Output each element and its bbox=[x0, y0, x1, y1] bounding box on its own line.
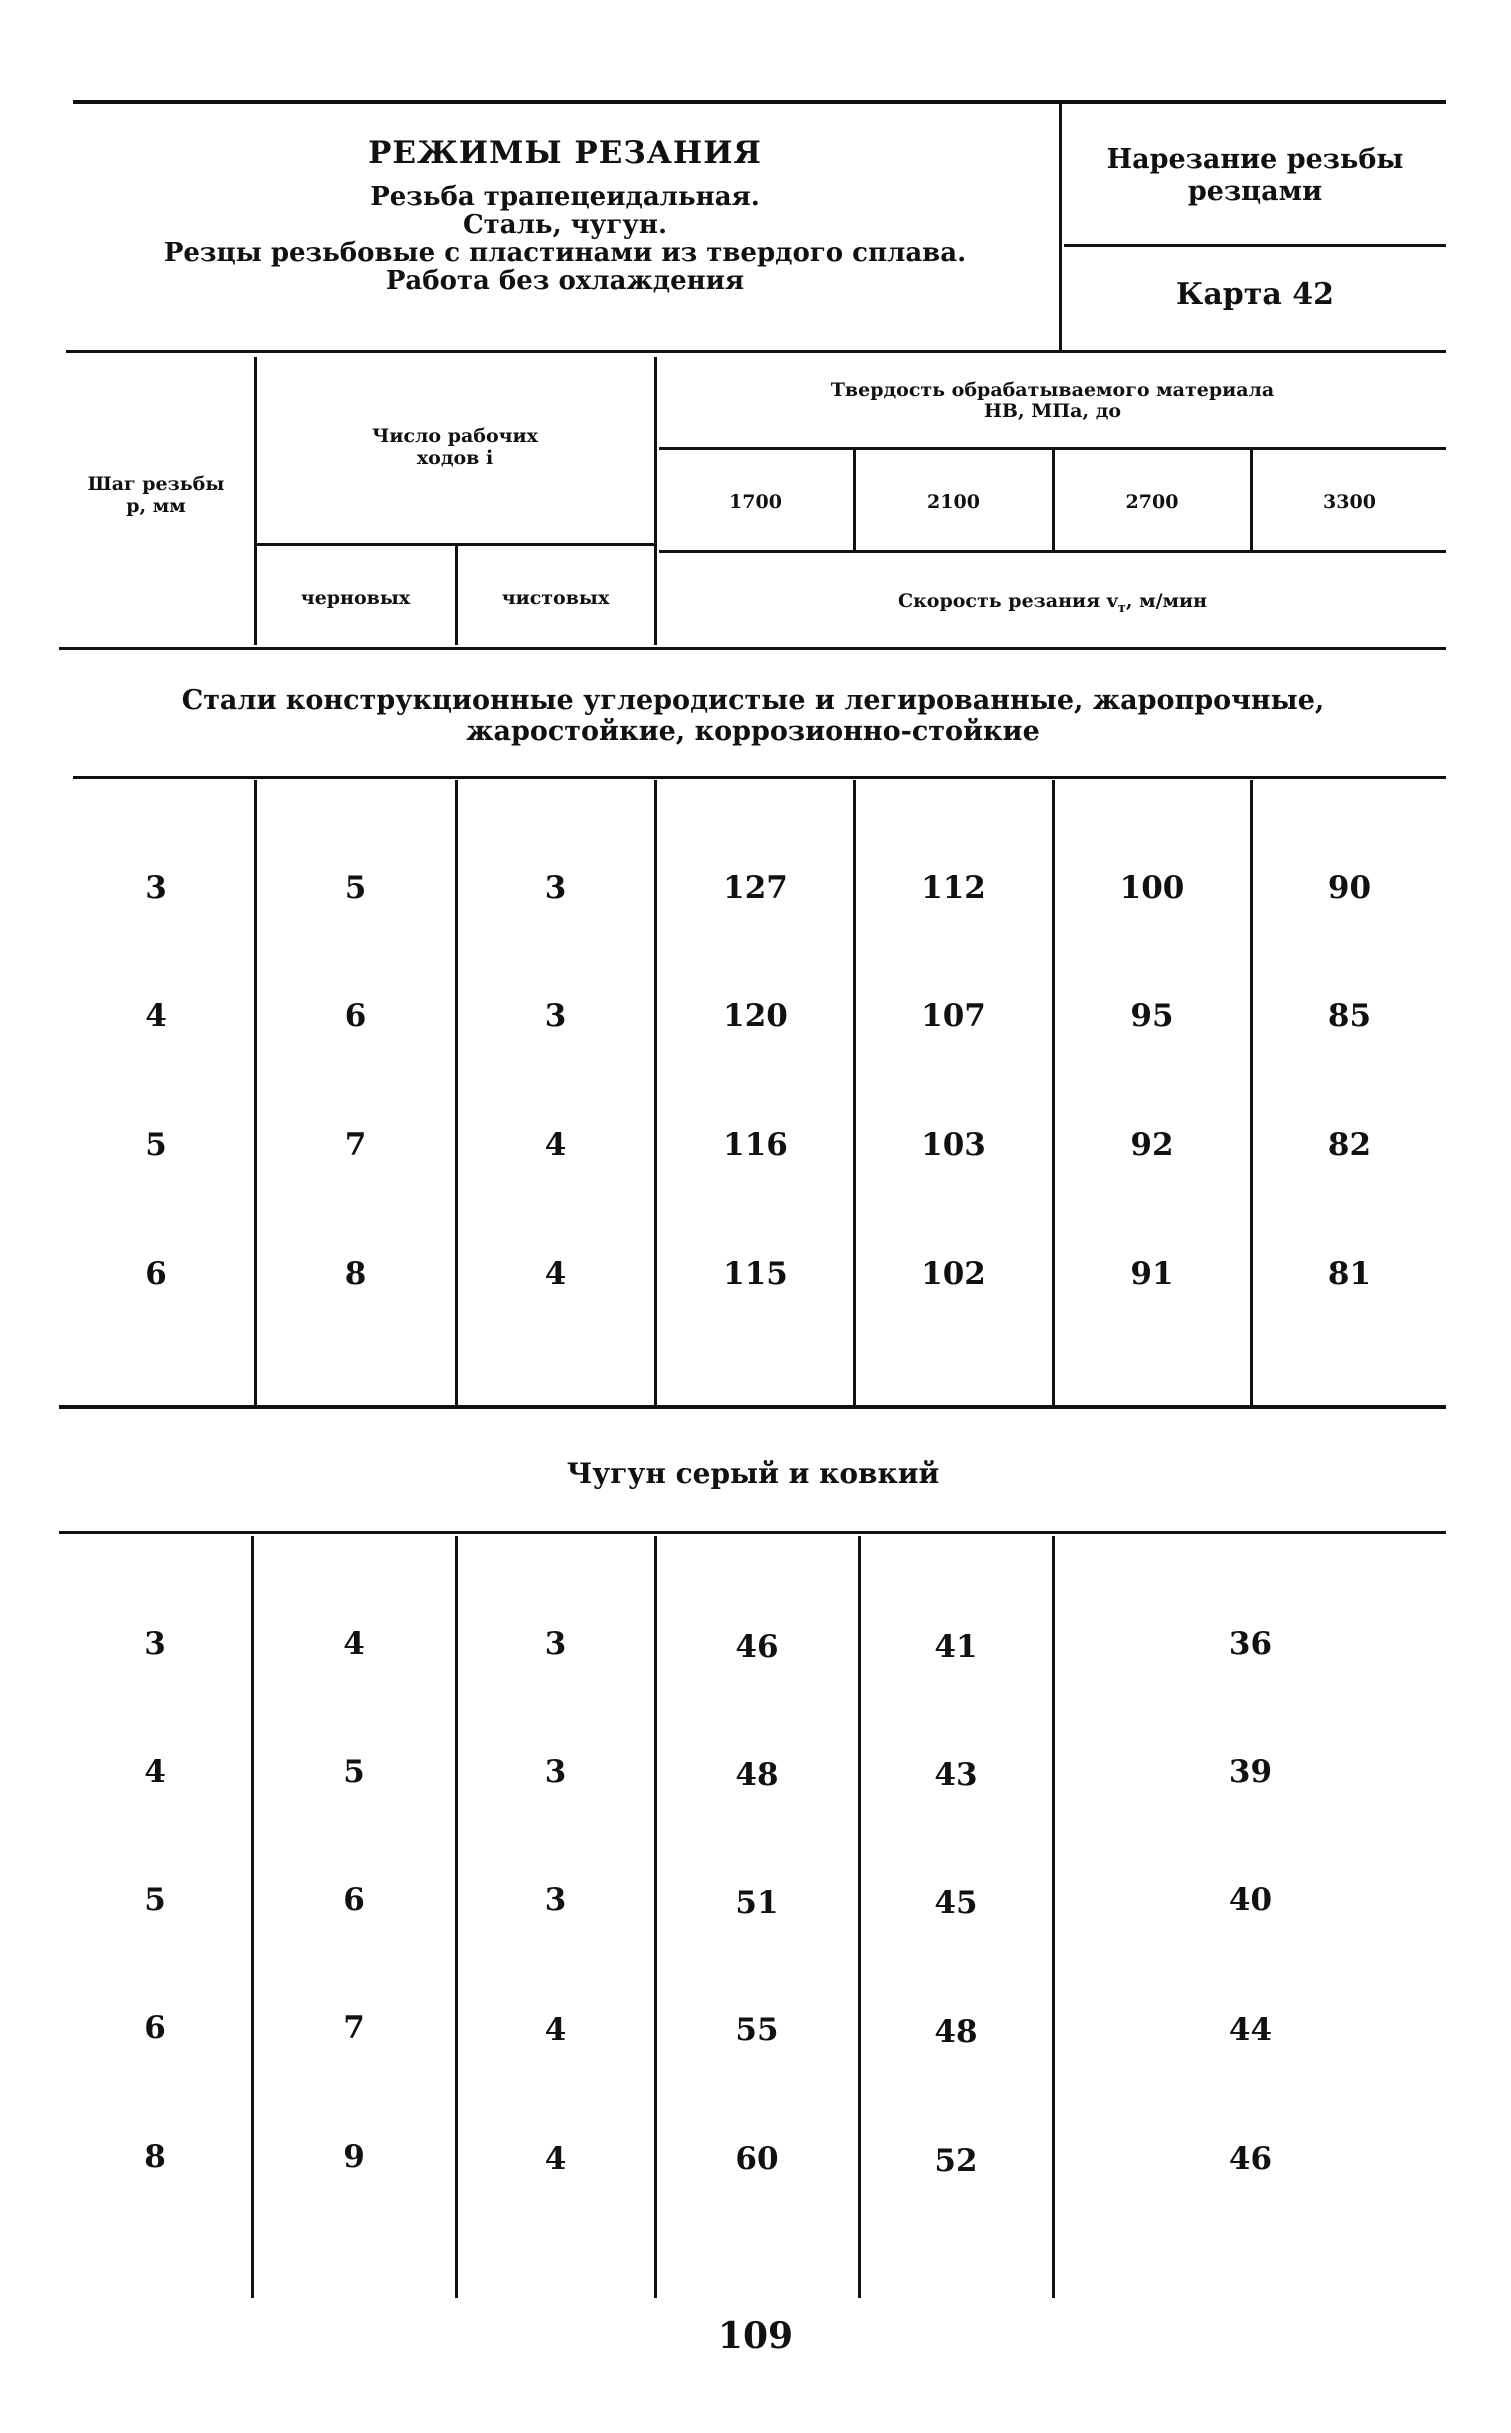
table-cell: 92 bbox=[1130, 1127, 1174, 1163]
s1-vline-3 bbox=[654, 780, 657, 1405]
section2-top-rule bbox=[59, 1531, 1446, 1534]
table-cell: 46 bbox=[735, 1629, 779, 1665]
operation-line-1: Нарезание резьбы bbox=[1106, 144, 1404, 175]
table-cell: 82 bbox=[1327, 1127, 1372, 1163]
table-cell: 4 bbox=[544, 2012, 567, 2048]
table-cell: 116 bbox=[723, 1127, 788, 1163]
table-cell: 4 bbox=[544, 2141, 567, 2177]
hardness-2100: 2100 bbox=[927, 491, 980, 513]
speed-unit: , м/мин bbox=[1125, 590, 1208, 612]
card-rule bbox=[1064, 244, 1446, 247]
columns-bottom-rule bbox=[59, 647, 1446, 650]
table-cell: 3 bbox=[544, 1754, 567, 1790]
hardness-header-2: HB, МПа, до bbox=[983, 400, 1122, 422]
hardness-2700: 2700 bbox=[1125, 491, 1179, 513]
top-rule bbox=[73, 100, 1446, 104]
table-cell: 102 bbox=[921, 1256, 986, 1292]
table-cell: 5 bbox=[145, 1127, 167, 1163]
table-cell: 3 bbox=[145, 870, 167, 906]
table-cell: 7 bbox=[343, 2010, 365, 2046]
table-cell: 7 bbox=[344, 1127, 367, 1163]
header-divider bbox=[1059, 102, 1062, 352]
table-cell: 120 bbox=[723, 998, 788, 1034]
title-line-4: Работа без охлаждения bbox=[385, 266, 745, 296]
table-cell: 6 bbox=[145, 1256, 167, 1292]
title-line-3: Резцы резьбовые с пластинами из твердого сплава. bbox=[163, 238, 967, 268]
table-cell: 45 bbox=[934, 1885, 978, 1921]
table-cell: 40 bbox=[1228, 1882, 1273, 1918]
section2-title: Чугун серый и ковкий bbox=[566, 1457, 940, 1490]
finish-header: чистовых bbox=[501, 587, 610, 609]
table-cell: 55 bbox=[735, 2012, 779, 2048]
table-cell: 127 bbox=[723, 870, 788, 906]
title-line-2: Сталь, чугун. bbox=[462, 210, 668, 240]
table-cell: 3 bbox=[144, 1626, 166, 1662]
table-cell: 4 bbox=[144, 1754, 166, 1790]
hdr-vline-2 bbox=[654, 357, 657, 645]
table-cell: 60 bbox=[735, 2141, 779, 2177]
rough-header: черновых bbox=[300, 587, 411, 609]
section1-bottom-rule bbox=[59, 1405, 1446, 1409]
table-cell: 39 bbox=[1228, 1754, 1273, 1790]
table-cell: 112 bbox=[921, 870, 986, 906]
table-cell: 91 bbox=[1130, 1256, 1174, 1292]
table-cell: 4 bbox=[343, 1626, 365, 1662]
table-cell: 5 bbox=[344, 870, 367, 906]
page-title: РЕЖИМЫ РЕЗАНИЯ bbox=[368, 135, 762, 171]
speed-header bbox=[659, 590, 1446, 620]
table-cell: 5 bbox=[343, 1754, 365, 1790]
page-number: 109 bbox=[717, 2315, 794, 2357]
table-cell: 6 bbox=[343, 1882, 365, 1918]
table-cell: 5 bbox=[144, 1882, 166, 1918]
table-cell: 81 bbox=[1327, 1256, 1372, 1292]
speed-rule bbox=[659, 550, 1446, 553]
table-cell: 3 bbox=[544, 870, 567, 906]
table-cell: 6 bbox=[344, 998, 367, 1034]
pitch-header-2: p, мм bbox=[126, 495, 186, 517]
section1-title-2: жаростойкие, коррозионно-стойкие bbox=[466, 716, 1040, 747]
table-cell: 107 bbox=[921, 998, 986, 1034]
hardness-1700: 1700 bbox=[729, 491, 782, 513]
title-line-1: Резьба трапецеидальная. bbox=[370, 182, 760, 212]
operation-line-2: резцами bbox=[1187, 176, 1323, 207]
table-cell: 3 bbox=[544, 1626, 567, 1662]
table-cell: 4 bbox=[544, 1127, 567, 1163]
table-cell: 8 bbox=[344, 1256, 367, 1292]
passes-header-2: ходов i bbox=[416, 447, 494, 469]
table-cell: 100 bbox=[1119, 870, 1185, 906]
table-cell: 103 bbox=[921, 1127, 986, 1163]
table-cell: 48 bbox=[735, 1757, 779, 1793]
table-cell: 6 bbox=[144, 2010, 166, 2046]
hardness-header-1: Твердость обрабатываемого материала bbox=[830, 379, 1275, 401]
table-cell: 43 bbox=[934, 1757, 978, 1793]
speed-subscript: т bbox=[1117, 600, 1126, 616]
table-cell: 4 bbox=[544, 1256, 567, 1292]
passes-header-1: Число рабочих bbox=[372, 425, 538, 447]
section1-top-rule bbox=[73, 776, 1446, 779]
table-cell: 8 bbox=[144, 2139, 166, 2175]
table-cell: 44 bbox=[1228, 2012, 1273, 2048]
table-cell: 36 bbox=[1228, 1626, 1273, 1662]
speed-label: Скорость резания v bbox=[897, 590, 1118, 612]
table-cell: 41 bbox=[934, 1629, 978, 1665]
table-cell: 48 bbox=[934, 2014, 978, 2050]
table-cell: 51 bbox=[735, 1885, 779, 1921]
table-cell: 9 bbox=[343, 2139, 365, 2175]
table-cell: 115 bbox=[723, 1256, 788, 1292]
card-number: Карта 42 bbox=[1176, 277, 1334, 312]
table-cell: 3 bbox=[544, 1882, 567, 1918]
section1-title-1: Стали конструкционные углеродистые и легированные, жаропрочные, bbox=[181, 685, 1325, 716]
table-cell: 4 bbox=[145, 998, 167, 1034]
table-cell: 95 bbox=[1130, 998, 1174, 1034]
table-cell: 85 bbox=[1327, 998, 1372, 1034]
header-bottom-rule bbox=[66, 350, 1446, 353]
hardness-3300: 3300 bbox=[1323, 491, 1376, 513]
table-cell: 46 bbox=[1228, 2141, 1273, 2177]
table-cell: 90 bbox=[1327, 870, 1372, 906]
table-cell: 52 bbox=[934, 2143, 978, 2179]
table-cell: 3 bbox=[544, 998, 567, 1034]
pitch-header-1: Шаг резьбы bbox=[87, 473, 225, 495]
